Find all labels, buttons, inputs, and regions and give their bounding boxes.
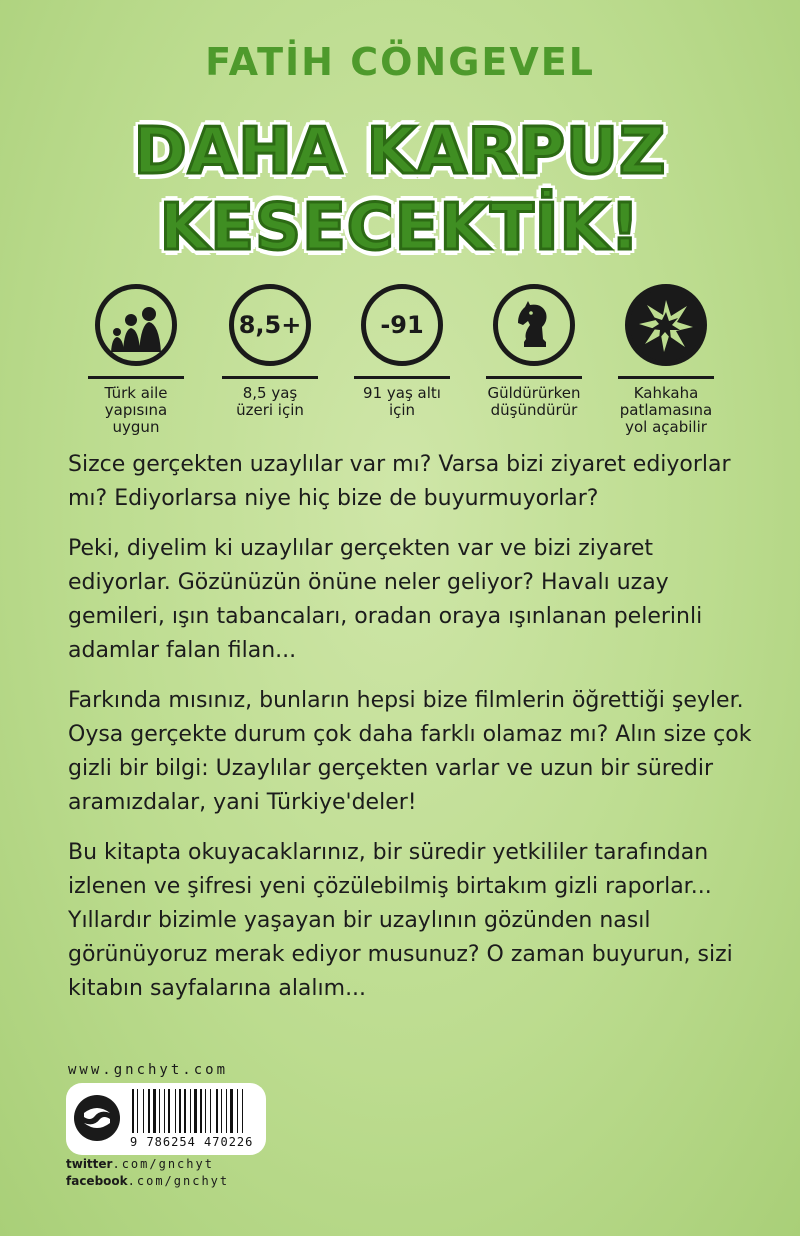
publisher-website: www.gnchyt.com	[68, 1062, 229, 1078]
book-title-line-1: DAHA KARPUZ	[133, 115, 667, 189]
barcode-bar	[159, 1089, 160, 1133]
chess-knight-icon	[493, 284, 575, 366]
barcode-bar	[237, 1089, 238, 1133]
blurb-paragraph: Bu kitapta okuyacaklarınız, bir süredir yetkililer tarafından izlenen ve şifresi yeni çözülebilmiş birtakım gizli raporlar... Yıllardır bizimle yaşayan bir uzaylının gözünden nasıl görünüyoruz merak ediyor musunuz? O zaman buyurun, sizi kitabın sayfalarına alalım...	[68, 840, 733, 1001]
isbn-number: 9 786254 470226	[130, 1135, 254, 1149]
book-title-line-2: KESECEKTİK!	[159, 191, 641, 265]
barcode-bar	[143, 1089, 144, 1133]
barcode-bar	[205, 1089, 206, 1133]
barcode-panel	[66, 1083, 266, 1155]
barcode-bar	[132, 1089, 134, 1133]
barcode-bar	[168, 1089, 170, 1133]
twitter-handle	[66, 1157, 214, 1171]
badge-caption: 8,5 yaş üzeri için	[236, 384, 304, 419]
badge-chess	[486, 284, 582, 419]
barcode	[132, 1089, 258, 1133]
barcode-bar	[164, 1089, 165, 1133]
twitter-url: .com/gnchyt	[112, 1157, 214, 1171]
age-max-icon: -91	[361, 284, 443, 366]
twitter-label: twitter	[66, 1157, 113, 1171]
age-min-icon: 8,5+	[229, 284, 311, 366]
badge-caption: Kahkaha patlamasına yol açabilir	[619, 384, 713, 436]
barcode-bar	[200, 1089, 202, 1133]
barcode-bar	[175, 1089, 176, 1133]
barcode-bar	[148, 1089, 150, 1133]
blurb-paragraph: Sizce gerçekten uzaylılar var mı? Varsa bizi ziyaret ediyorlar mı? Ediyorlarsa niye hiç bize de buyurmuyorlar?	[68, 452, 731, 511]
barcode-bar	[221, 1089, 222, 1133]
facebook-handle	[66, 1174, 229, 1188]
barcode-bar	[210, 1089, 211, 1133]
badge-age-min	[222, 284, 318, 419]
barcode-bar	[194, 1089, 197, 1133]
blurb-paragraph: Farkında mısınız, bunların hepsi bize filmlerin öğrettiği şeyler. Oysa gerçekte durum çok daha farklı olamaz mı? Alın size çok gizli bir bilgi: Uzaylılar gerçekten varlar ve uzun bir süredir aramızdalar, yani Türkiye'deler!	[68, 688, 752, 815]
badge-age-max	[354, 284, 450, 419]
publisher-logo-icon	[74, 1095, 120, 1141]
blurb	[68, 448, 758, 1022]
content-badges	[88, 284, 718, 434]
facebook-url: .com/gnchyt	[127, 1174, 230, 1188]
badge-caption: Türk aile yapısına uygun	[104, 384, 168, 436]
explosion-icon	[625, 284, 707, 366]
barcode-bar	[216, 1089, 218, 1133]
badge-explosion	[618, 284, 714, 436]
barcode-bar	[230, 1089, 233, 1133]
barcode-bar	[179, 1089, 181, 1133]
blurb-paragraph: Peki, diyelim ki uzaylılar gerçekten var ve bizi ziyaret ediyorlar. Gözünüzün önüne neler geliyor? Havalı uzay gemileri, ışın tabancaları, oradan oraya ışınlanan pelerinli adamlar falan filan...	[68, 536, 703, 663]
family-icon	[95, 284, 177, 366]
barcode-bar	[190, 1089, 191, 1133]
author-name: FATİH CÖNGEVEL	[205, 40, 595, 84]
facebook-label: facebook	[66, 1174, 128, 1188]
badge-caption: Güldürürken düşündürür	[487, 384, 581, 419]
barcode-bar	[242, 1089, 243, 1133]
barcode-bar	[226, 1089, 227, 1133]
barcode-bar	[137, 1089, 138, 1133]
barcode-bar	[153, 1089, 156, 1133]
badge-caption: 91 yaş altı için	[363, 384, 441, 419]
badge-family	[88, 284, 184, 436]
barcode-bar	[184, 1089, 186, 1133]
